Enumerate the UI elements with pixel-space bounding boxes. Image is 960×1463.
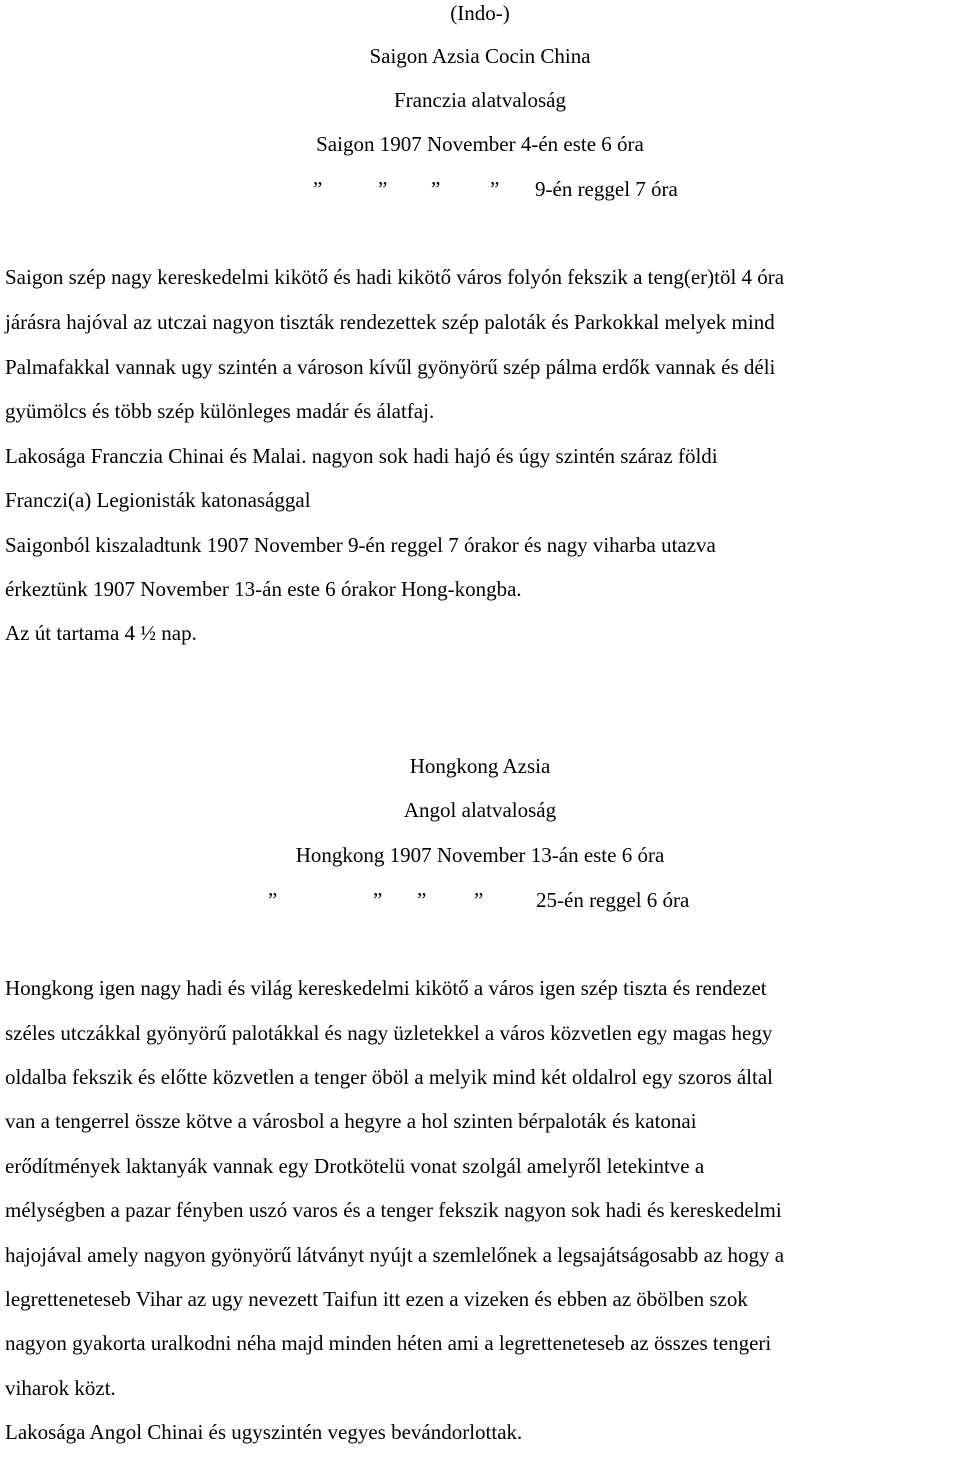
body-line: Saigonból kiszaladtunk 1907 November 9-én reggel 7 órakor és nagy viharba utazva [5,533,716,557]
body-line: Az út tartama 4 ½ nap. [5,621,197,645]
ditto-mark: ” [373,888,383,912]
body-line: járásra hajóval az utczai nagyon tiszták rendezettek szép paloták és Parkokkal melyek mind [5,310,775,334]
body-line: gyümölcs és több szép különleges madár és álatfaj. [5,399,435,423]
body-line: viharok közt. [5,1376,116,1400]
ditto-mark: ” [431,177,441,201]
body-line: erődítmények laktanyák vannak egy Drotkötelü vonat szolgál amelyről letekintve a [5,1154,705,1178]
body-line: Saigon szép nagy kereskedelmi kikötő és hadi kikötő város folyón fekszik a teng(er)töl 4 óra [5,265,785,289]
ditto-mark: ” [268,888,278,912]
heading-line: (Indo-) [450,1,510,25]
body-line: hajojával amely nagyon gyönyörű látványt nyújt a szemlelőnek a legsajátságosabb az hogy a [5,1243,785,1267]
ditto-date-text: 25-én reggel 6 óra [536,888,690,912]
ditto-mark: ” [490,177,500,201]
ditto-line [0,887,960,917]
date-line: Hongkong 1907 November 13-án este 6 óra [295,843,665,867]
ditto-mark: ” [378,177,388,201]
ditto-date-text: 9-én reggel 7 óra [535,177,678,201]
heading-line: Franczia alatvaloság [394,88,566,112]
heading-line: Angol alatvaloság [403,798,557,822]
body-line: Hongkong igen nagy hadi és világ kereskedelmi kikötő a város igen szép tiszta és rendezet [5,976,767,1000]
heading-line: Saigon Azsia Cocin China [369,44,591,68]
body-line: mélységben a pazar fényben uszó varos és a tenger fekszik nagyon sok hadi és kereskedelmi [5,1198,782,1222]
ditto-line [0,176,960,206]
body-line: érkeztünk 1907 November 13-án este 6 órakor Hong-kongba. [5,577,522,601]
body-line: Franczi(a) Legionisták katonasággal [5,488,311,512]
heading-line: Hongkong Azsia [409,754,551,778]
body-line: legretteneteseb Vihar az ugy nevezett Taifun itt ezen a vizeken és ebben az öbölben szok [5,1287,748,1311]
body-line: Lakosága Angol Chinai és ugyszintén vegyes bevándorlottak. [5,1420,523,1444]
ditto-mark: ” [474,888,484,912]
ditto-mark: ” [313,177,323,201]
ditto-mark: ” [417,888,427,912]
date-line: Saigon 1907 November 4-én este 6 óra [316,132,644,156]
body-line: oldalba fekszik és előtte közvetlen a tenger öböl a melyik mind két oldalrol egy szoros által [5,1065,774,1089]
body-line: Palmafakkal vannak ugy szintén a városon kívűl gyönyörű szép pálma erdők vannak és déli [5,355,776,379]
body-line: nagyon gyakorta uralkodni néha majd minden héten ami a legretteneteseb az összes tengeri [5,1331,772,1355]
body-line: van a tengerrel össze kötve a városbol a hegyre a hol szinten bérpaloták és katonai [5,1109,697,1133]
body-line: Lakosága Franczia Chinai és Malai. nagyon sok hadi hajó és úgy szintén száraz földi [5,444,718,468]
body-line: széles utczákkal gyönyörű palotákkal és nagy üzletekkel a város közvetlen egy magas hegy [5,1021,773,1045]
